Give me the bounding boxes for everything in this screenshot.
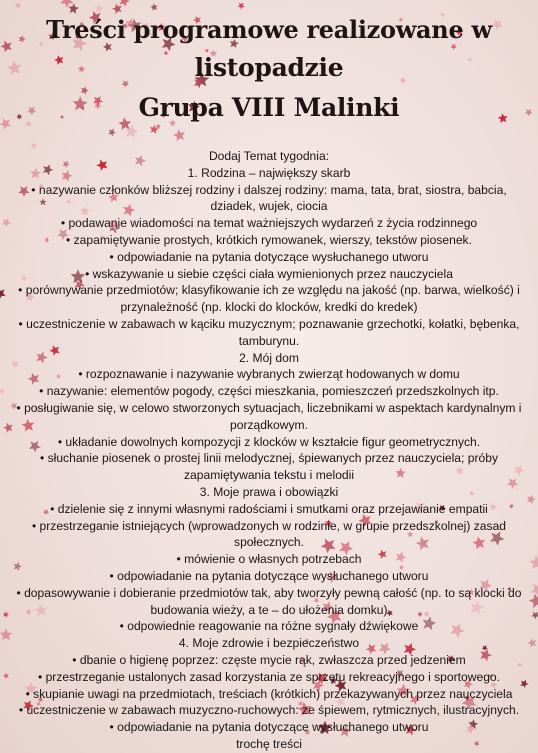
content-line: • wskazywanie u siebie części ciała wymienionych przez nauczyciela [85, 266, 453, 281]
star-icon [238, 3, 245, 10]
content-line: 4. Moje zdrowie i bezpieczeństwo [178, 636, 360, 651]
content-line: • odpowiadanie na pytania dotyczące wysłuchanego utworu [109, 568, 429, 583]
content-line: • dzielenie się z innymi własnymi radościami i smutkami oraz przejawianie empatii [50, 501, 488, 516]
content-line: • odpowiednie reagowanie na różne sygnały dźwiękowe [119, 619, 419, 634]
content-line: 2. Mój dom [239, 350, 299, 365]
star-icon [108, 128, 116, 136]
content-line: • zapamiętywanie prostych, krótkich rymowanek, wierszy, tekstów piosenek. [66, 232, 472, 247]
content-line: • układanie dowolnych kompozycji z klocków w kształcie figur geometrycznych. [57, 434, 481, 449]
content-line: • mówienie o własnych potrzebach [176, 552, 362, 567]
star-icon [531, 612, 538, 620]
star-icon [0, 389, 5, 395]
page-title-line-1: Treści programowe realizowane w [46, 15, 492, 44]
program-content-list [8, 148, 530, 753]
content-line: • uczestniczenie w zabawach muzyczno-ruchowych: ze śpiewem, rytmicznych, ilustracyjnych. [18, 703, 520, 718]
content-line: 1. Rodzina – największy skarb [187, 165, 351, 180]
content-line: • przestrzeganie ustalonych zasad korzystania ze sprzętu rekreacyjnego i sportowego. [37, 669, 501, 684]
star-icon [529, 556, 538, 570]
content-line: Dodaj Temat tygodnia: [208, 149, 330, 163]
content-line: • rozpoznawanie i nazywanie wybranych zwierząt hodowanych w domu [78, 367, 460, 382]
star-icon [120, 0, 130, 7]
content-line: • nazywanie członków bliższej rodziny i dalszej rodziny: mama, tata, brat, siostra, babcia, dziadek, wujek, ciocia [31, 182, 507, 214]
content-line: trochę treści [236, 736, 302, 751]
content-line: • posługiwanie się, w celowo stworzonych sytuacjach, liczebnikami w aspektach kardynalnym i porządkowym. [16, 400, 522, 432]
content-line: • odpowiadanie na pytania dotyczące wysłuchanego utworu [109, 720, 429, 735]
content-line: • podawanie wiadomości na temat ważniejszych wydarzeń z życia rodzinnego [60, 216, 478, 231]
content-line: 3. Moje prawa i obowiązki [199, 484, 339, 499]
content-line: • skupianie uwagi na przedmiotach, treściach (krótkich) przekazywanych przez nauczyciela [25, 686, 513, 701]
content-line: • przestrzeganie istniejących (wprowadzonych w rodzinie, w grupie przedszkolnej) zasad społecznych. [31, 518, 507, 550]
content-line: • odpowiadanie na pytania dotyczące wysłuchanego utworu [109, 249, 429, 264]
group-name-heading: Grupa VIII Malinki [138, 93, 400, 122]
content-line: • nazywanie: elementów pogody, części mieszkania, pomieszczeń przedszkolnych itp. [39, 384, 499, 399]
content-line: • słuchanie piosenek o prostej linii melodycznej, śpiewanych przez nauczyciela; próby zapamiętywania tekstu i melodii [40, 451, 498, 483]
star-icon [531, 583, 538, 597]
page-title-line-2: listopadzie [194, 53, 344, 82]
star-icon [0, 288, 6, 299]
star-icon [173, 129, 185, 141]
star-icon [15, 3, 21, 9]
content-line: • dbanie o higienę poprzez: częste mycie rąk, zwłaszcza przed jedzeniem [72, 652, 466, 667]
content-line: • uczestniczenie w zabawach w kąciku muzycznym; poznawanie grzechotki, kołatki, bębenka, tamburynu. [18, 316, 520, 348]
star-icon [529, 594, 538, 609]
content-line: • porównywanie przedmiotów; klasyfikowanie ich ze względu na jakość (np. barwa, wielkość) i przynależność (np. klocki do klocków, kredki do kredek) [18, 283, 520, 315]
content-line: • dopasowywanie i dobieranie przedmiotów tak, aby tworzyły pewną całość (np. to są klocki do budowania wieży, a te – do ułożenia domku) [16, 585, 522, 617]
